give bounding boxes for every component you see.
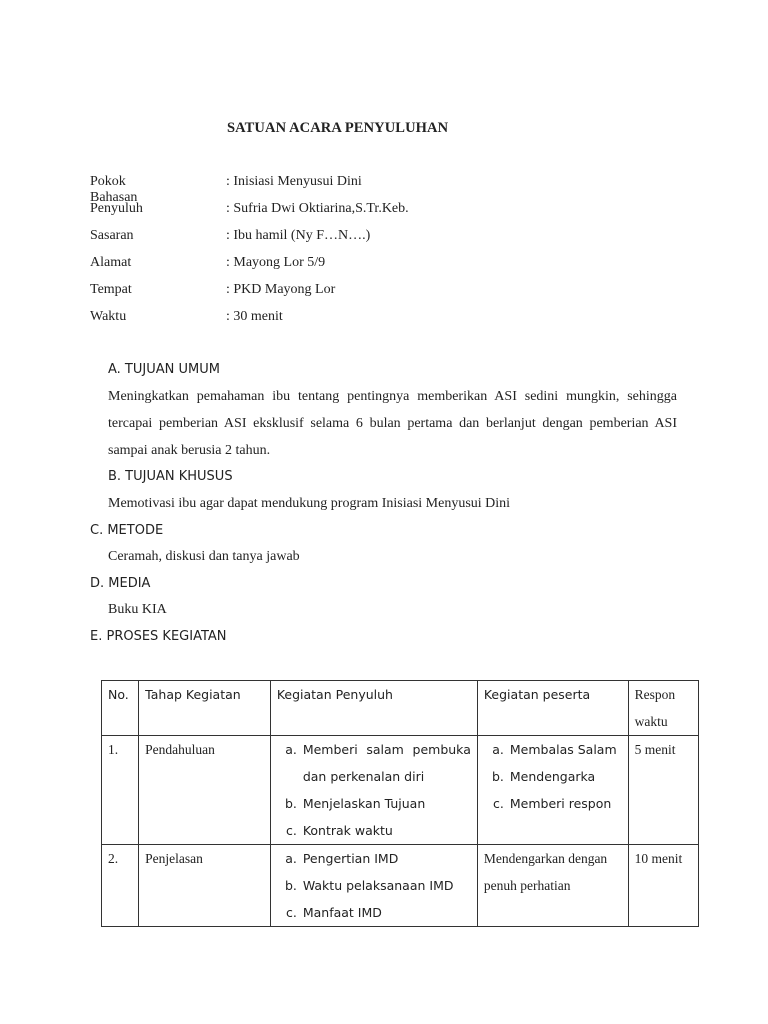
- info-label: Sasaran: [90, 228, 134, 243]
- info-label: Pokok Bahasan: [90, 174, 138, 205]
- cell-tahap: Penjelasan: [139, 845, 271, 927]
- cell-tahap: Pendahuluan: [139, 736, 271, 845]
- table-row: [102, 736, 699, 845]
- list-item: b. Menjelaskan Tujuan: [301, 790, 471, 817]
- info-value: : Mayong Lor 5/9: [226, 255, 326, 270]
- section-d-text: Buku KIA: [108, 602, 167, 617]
- section-e-heading: E. PROSES KEGIATAN: [90, 629, 227, 644]
- cell-peserta: Mendengarkan dengan penuh perhatian: [477, 845, 628, 927]
- peserta-list: [484, 736, 622, 817]
- table-row: [102, 845, 699, 927]
- section-a-text: Meningkatkan pemahaman ibu tentang pentingnya memberikan ASI sedini mungkin, sehingga tercapai pemberian ASI eksklusif selama 6 bulan pertama dan berlanjut dengan pemberian ASI sampai anak berusia 2 tahun.: [108, 389, 677, 458]
- info-value: : PKD Mayong Lor: [226, 282, 336, 297]
- header-cell-no: No.: [102, 681, 139, 736]
- document-title: SATUAN ACARA PENYULUHAN: [227, 120, 449, 136]
- section-c-text: Ceramah, diskusi dan tanya jawab: [108, 549, 300, 564]
- info-label: Tempat: [90, 282, 132, 297]
- section-b-text: Memotivasi ibu agar dapat mendukung program Inisiasi Menyusui Dini: [108, 496, 511, 511]
- cell-penyuluh: [270, 736, 477, 845]
- penyuluh-list: [277, 736, 471, 844]
- cell-no: 1.: [102, 736, 139, 845]
- list-item: a. Membalas Salam: [508, 736, 622, 763]
- section-a-heading: A. TUJUAN UMUM: [108, 362, 220, 377]
- header-cell-tahap: Tahap Kegiatan: [139, 681, 271, 736]
- cell-penyuluh: [270, 845, 477, 927]
- activity-table: [101, 680, 699, 927]
- info-label: Alamat: [90, 255, 132, 270]
- list-item: a. Pengertian IMD: [301, 845, 471, 872]
- header-cell-penyuluh: Kegiatan Penyuluh: [270, 681, 477, 736]
- penyuluh-list: [277, 845, 471, 926]
- list-item: a. Memberi salam pembuka dan perkenalan diri: [301, 736, 471, 790]
- table-header-row: [102, 681, 699, 736]
- cell-waktu: 10 menit: [628, 845, 698, 927]
- section-c-heading: C. METODE: [90, 523, 164, 538]
- cell-no: 2.: [102, 845, 139, 927]
- list-item: c. Kontrak waktu: [301, 817, 471, 844]
- section-d-heading: D. MEDIA: [90, 576, 151, 591]
- info-label: Waktu: [90, 309, 127, 324]
- cell-peserta: [477, 736, 628, 845]
- list-item: b. Mendengarka: [508, 763, 622, 790]
- list-item: b. Waktu pelaksanaan IMD: [301, 872, 471, 899]
- header-cell-peserta: Kegiatan peserta: [477, 681, 628, 736]
- info-value: : 30 menit: [226, 309, 283, 324]
- list-item: c. Memberi respon: [508, 790, 622, 817]
- header-cell-respon: Respon waktu: [628, 681, 698, 736]
- info-value: : Inisiasi Menyusui Dini: [226, 174, 362, 189]
- cell-waktu: 5 menit: [628, 736, 698, 845]
- section-b-heading: B. TUJUAN KHUSUS: [108, 469, 233, 484]
- list-item: c. Manfaat IMD: [301, 899, 471, 926]
- info-value: : Sufria Dwi Oktiarina,S.Tr.Keb.: [226, 201, 409, 216]
- info-value: : Ibu hamil (Ny F…N….): [226, 228, 371, 243]
- info-label: Penyuluh: [90, 201, 143, 216]
